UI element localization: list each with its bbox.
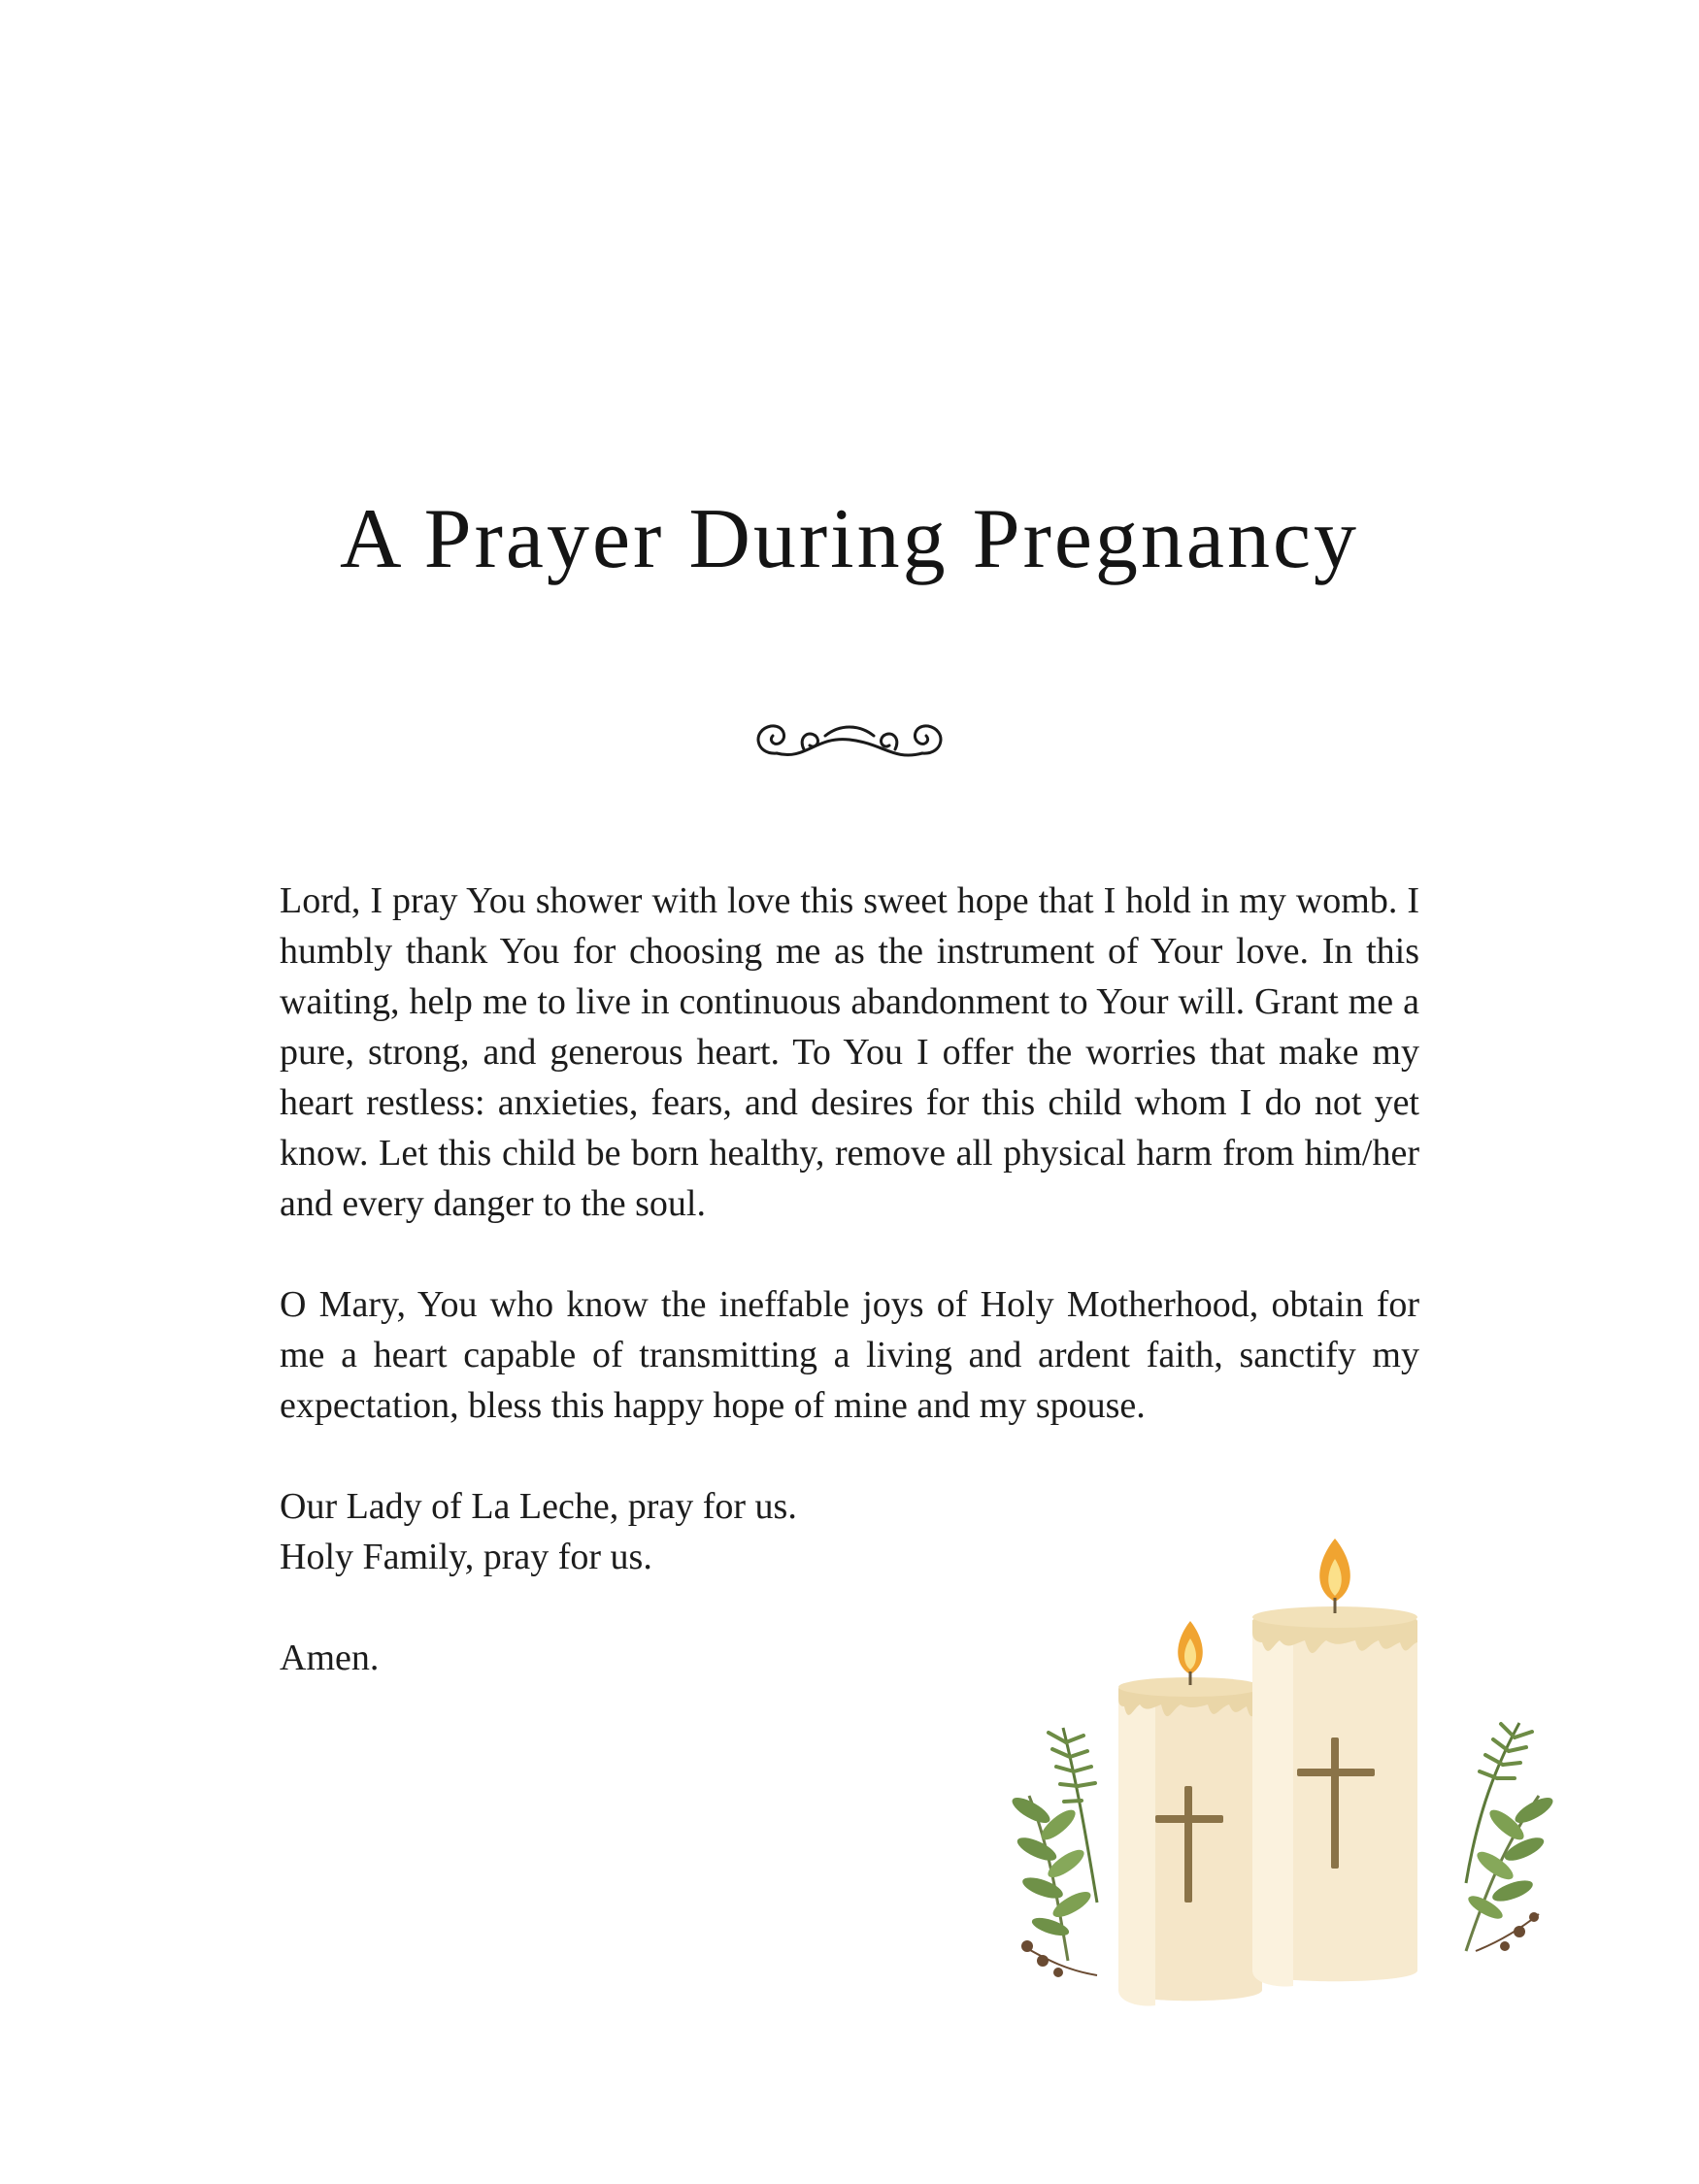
olive-branch-left-icon <box>1010 1728 1097 1977</box>
prayer-paragraph: Lord, I pray You shower with love this sweet hope that I hold in my womb. I humbly thank You for choosing me as the instrument of Your love. In this waiting, help me to live in continuous abandonment to Your will. Grant me a pure, strong, and generous heart. To You I offer the worries that make my heart restless: anxieties, fears, and desires for this child whom I do not yet know. Let this child be born healthy, remove all physical harm from him/her and every danger to the soul. <box>280 880 1419 1224</box>
closing-amen: Amen. <box>280 1638 380 1678</box>
invocation-line: Our Lady of La Leche, pray for us. <box>280 1486 797 1527</box>
small-candle-icon <box>1118 1621 1262 2006</box>
candles-with-crosses-illustration <box>1010 1534 1553 2019</box>
flourish-divider-icon <box>748 707 951 775</box>
tall-candle-icon <box>1252 1539 1417 1987</box>
olive-branch-right-icon <box>1465 1723 1553 1951</box>
page-title: A Prayer During Pregnancy <box>339 492 1360 586</box>
prayer-paragraph: O Mary, You who know the ineffable joys of Holy Motherhood, obtain for me a heart capable of transmitting a living and ardent faith, sanctify my expectation, bless this happy hope of mine and my spouse. <box>280 1284 1419 1426</box>
invocation-line: Holy Family, pray for us. <box>280 1537 652 1577</box>
